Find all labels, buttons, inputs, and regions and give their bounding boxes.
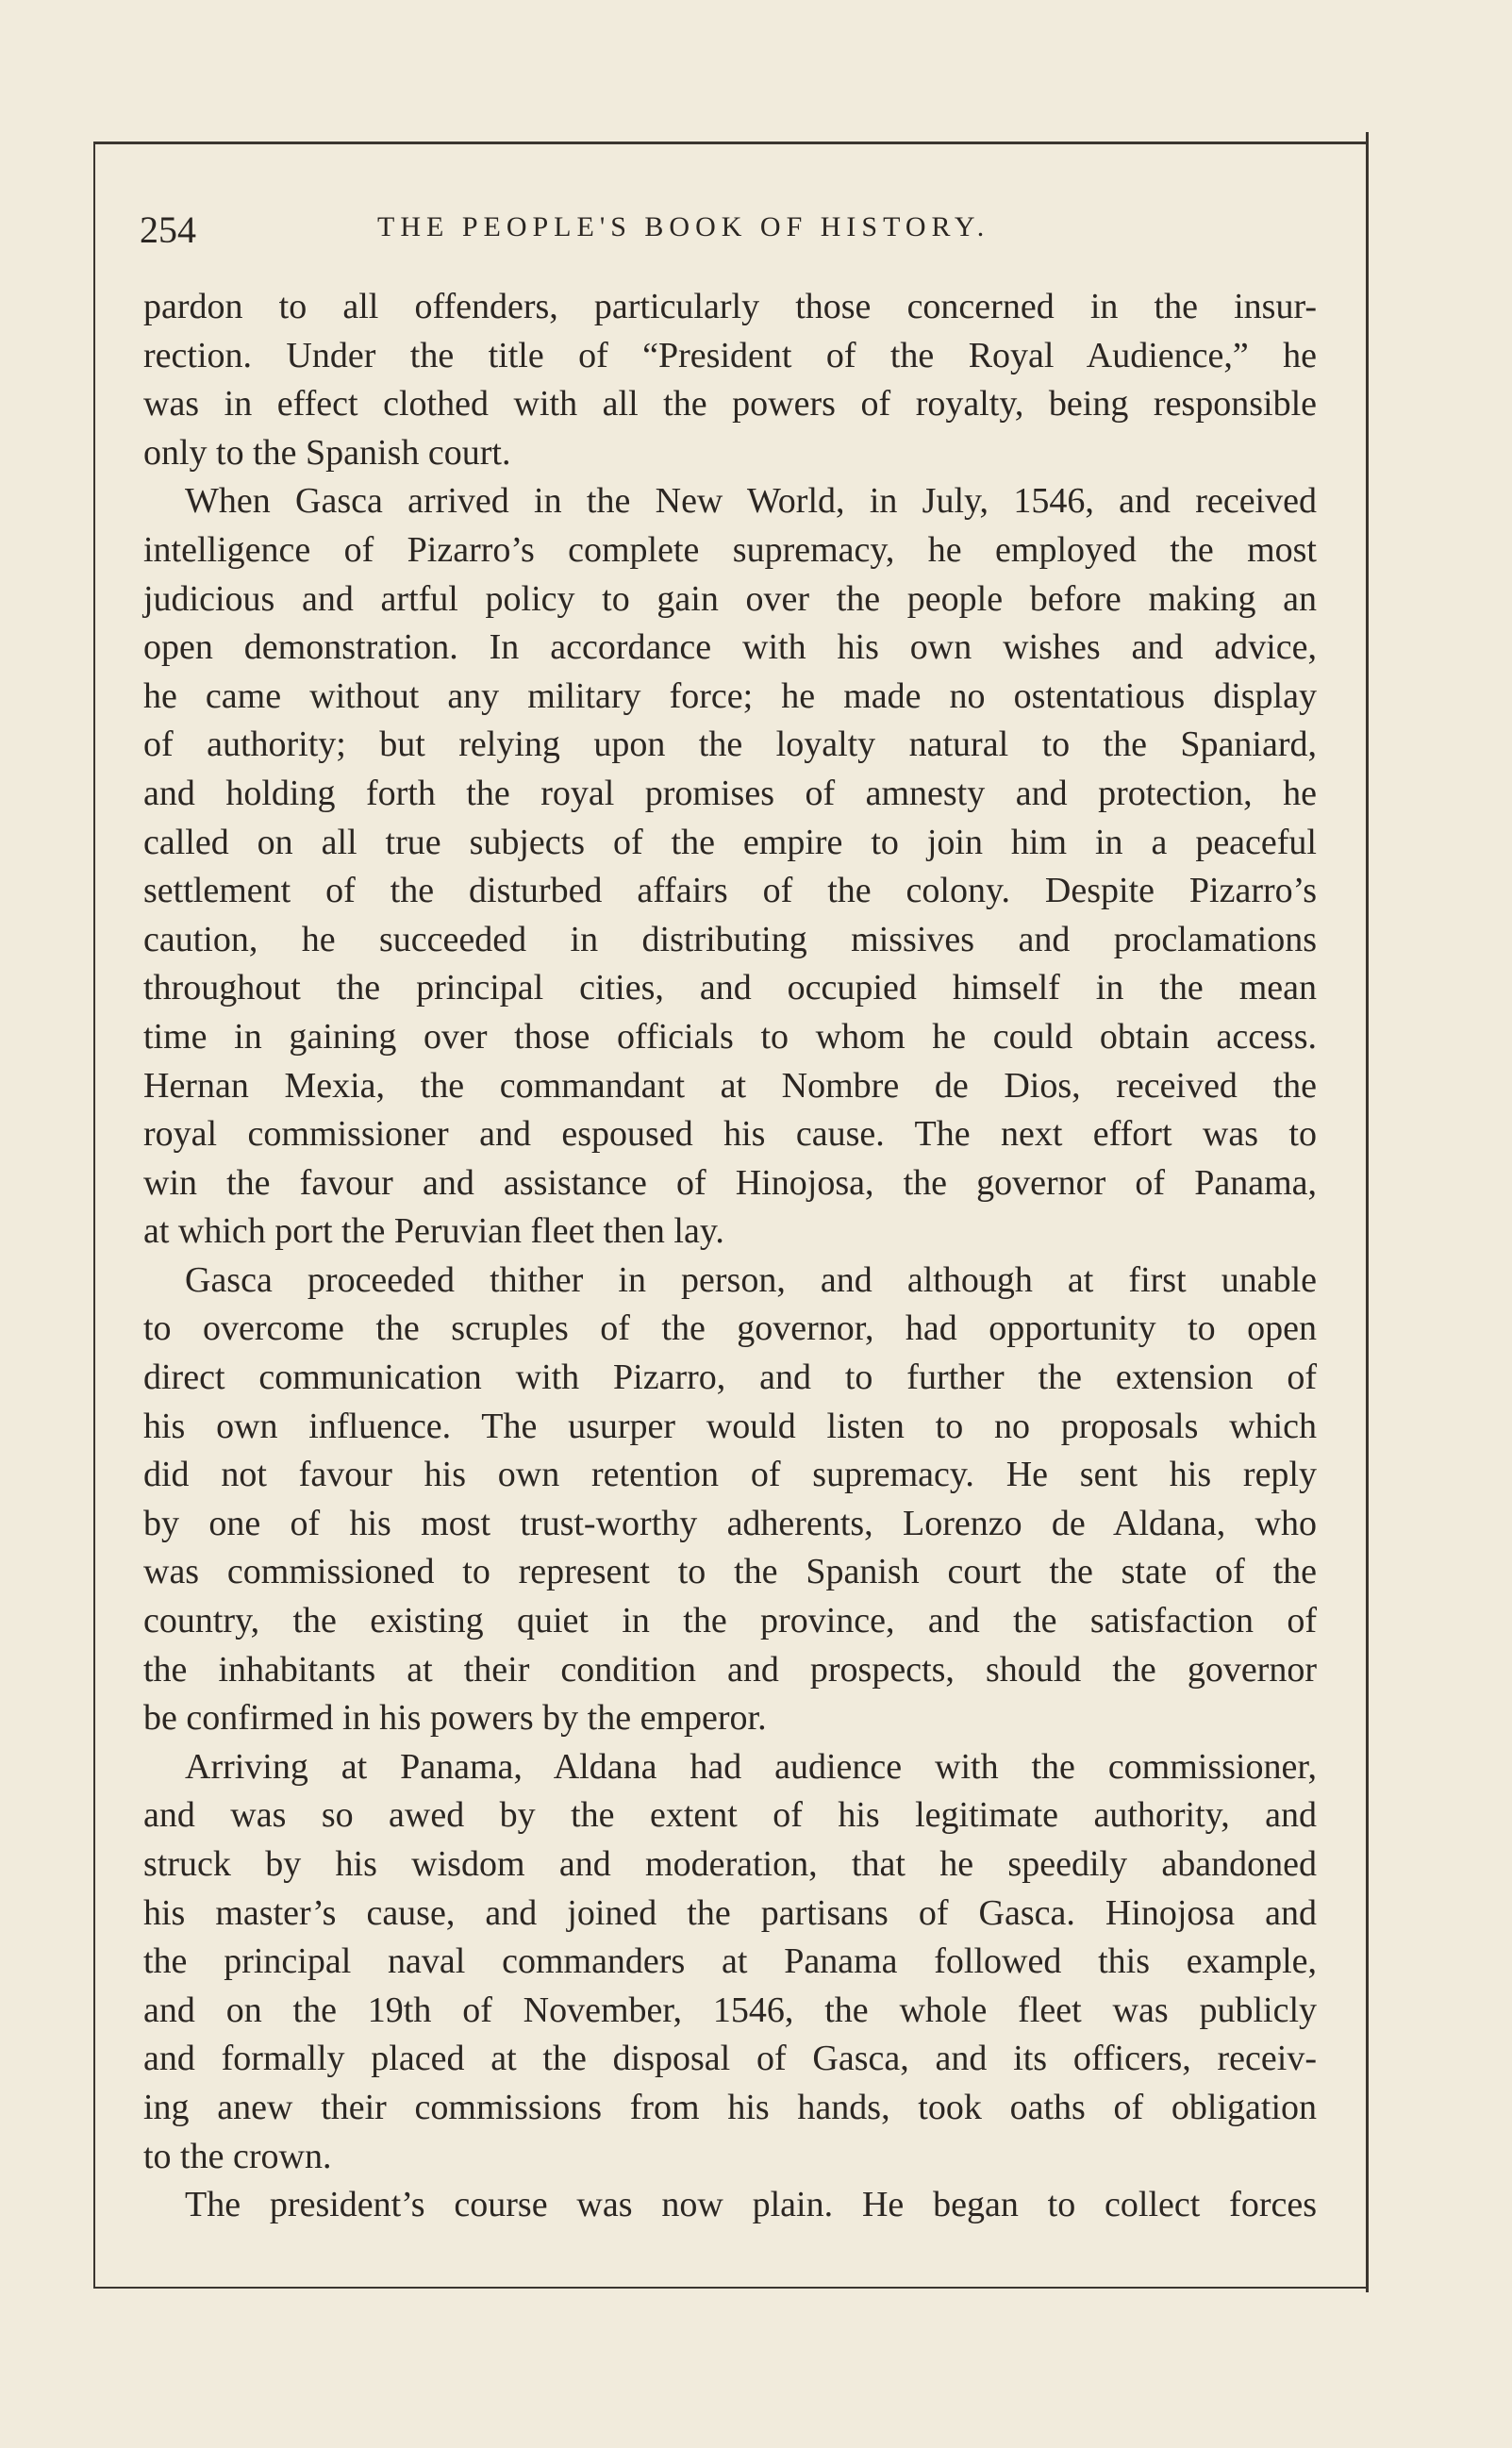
text-line: When Gasca arrived in the New World, in July, 1546, and received: [185, 481, 1317, 522]
text-line: by one of his most trust-worthy adherents, Lorenzo de Aldana, who: [143, 1503, 1317, 1543]
text-line: he came without any military force; he made no ostentatious display: [143, 675, 1317, 716]
text-line: Gasca proceeded thither in person, and although at first unable: [185, 1259, 1317, 1300]
text-line: Hernan Mexia, the commandant at Nombre de Dios, received the: [143, 1065, 1317, 1106]
text-line: judicious and artful policy to gain over the people before making an: [143, 578, 1317, 619]
page-number: 254: [140, 208, 196, 251]
page-border-right-rule: [1366, 132, 1369, 2292]
text-line: at which port the Peruvian fleet then lay.: [143, 1211, 724, 1252]
text-line: only to the Spanish court.: [143, 432, 511, 473]
text-line: and was so awed by the extent of his legitimate authority, and: [143, 1795, 1317, 1836]
text-line: The president’s course was now plain. He began to collect forces: [185, 2185, 1317, 2225]
text-line: to the crown.: [143, 2136, 332, 2176]
text-line: rection. Under the title of “President of the Royal Audience,” he: [143, 335, 1317, 375]
text-line: royal commissioner and espoused his cause. The next effort was to: [143, 1114, 1317, 1155]
text-line: did not favour his own retention of supremacy. He sent his reply: [143, 1455, 1317, 1495]
text-line: was in effect clothed with all the powers of royalty, being responsible: [143, 384, 1317, 425]
text-line: to overcome the scruples of the governor, had opportunity to open: [143, 1308, 1317, 1349]
text-line: ing anew their commissions from his hands, took oaths of obligation: [143, 2087, 1317, 2127]
paragraph: [143, 477, 1317, 1257]
text-line: pardon to all offenders, particularly those concerned in the insur-: [143, 287, 1317, 326]
text-line: of authority; but relying upon the loyalty natural to the Spaniard,: [143, 724, 1317, 765]
text-line: intelligence of Pizarro’s complete supremacy, he employed the most: [143, 529, 1317, 570]
running-title: THE PEOPLE'S BOOK OF HISTORY.: [377, 211, 990, 242]
text-line: be confirmed in his powers by the emperor.: [143, 1698, 767, 1739]
text-line: the inhabitants at their condition and prospects, should the governor: [143, 1649, 1317, 1690]
paragraph: [143, 1257, 1317, 1743]
paragraph: [143, 2181, 1317, 2230]
body-text: [143, 283, 1317, 2230]
paragraph: [143, 1743, 1317, 2181]
text-line: caution, he succeeded in distributing missives and proclamations: [143, 919, 1317, 959]
text-line: direct communication with Pizarro, and to further the extension of: [143, 1357, 1317, 1398]
paragraph: [143, 283, 1317, 477]
text-line: called on all true subjects of the empire to join him in a peaceful: [143, 822, 1317, 862]
text-line: open demonstration. In accordance with his own wishes and advice,: [143, 627, 1317, 668]
text-line: Arriving at Panama, Aldana had audience with the commissioner,: [185, 1746, 1317, 1787]
text-line: and on the 19th of November, 1546, the whole fleet was publicly: [143, 1990, 1317, 2030]
text-line: settlement of the disturbed affairs of the colony. Despite Pizarro’s: [143, 871, 1317, 911]
text-line: his master’s cause, and joined the partisans of Gasca. Hinojosa and: [143, 1892, 1317, 1933]
text-line: struck by his wisdom and moderation, that he speedily abandoned: [143, 1844, 1317, 1884]
text-line: and holding forth the royal promises of amnesty and protection, he: [143, 773, 1317, 813]
text-line: country, the existing quiet in the province, and the satisfaction of: [143, 1601, 1317, 1641]
text-line: was commissioned to represent to the Spanish court the state of the: [143, 1552, 1317, 1592]
text-line: win the favour and assistance of Hinojosa, the governor of Panama,: [143, 1162, 1317, 1203]
text-line: throughout the principal cities, and occupied himself in the mean: [143, 968, 1317, 1008]
running-head: [140, 208, 1083, 255]
text-line: time in gaining over those officials to whom he could obtain access.: [143, 1016, 1317, 1057]
text-line: the principal naval commanders at Panama followed this example,: [143, 1941, 1317, 1982]
text-line: his own influence. The usurper would listen to no proposals which: [143, 1406, 1317, 1446]
text-line: and formally placed at the disposal of Gasca, and its officers, receiv-: [143, 2039, 1317, 2079]
